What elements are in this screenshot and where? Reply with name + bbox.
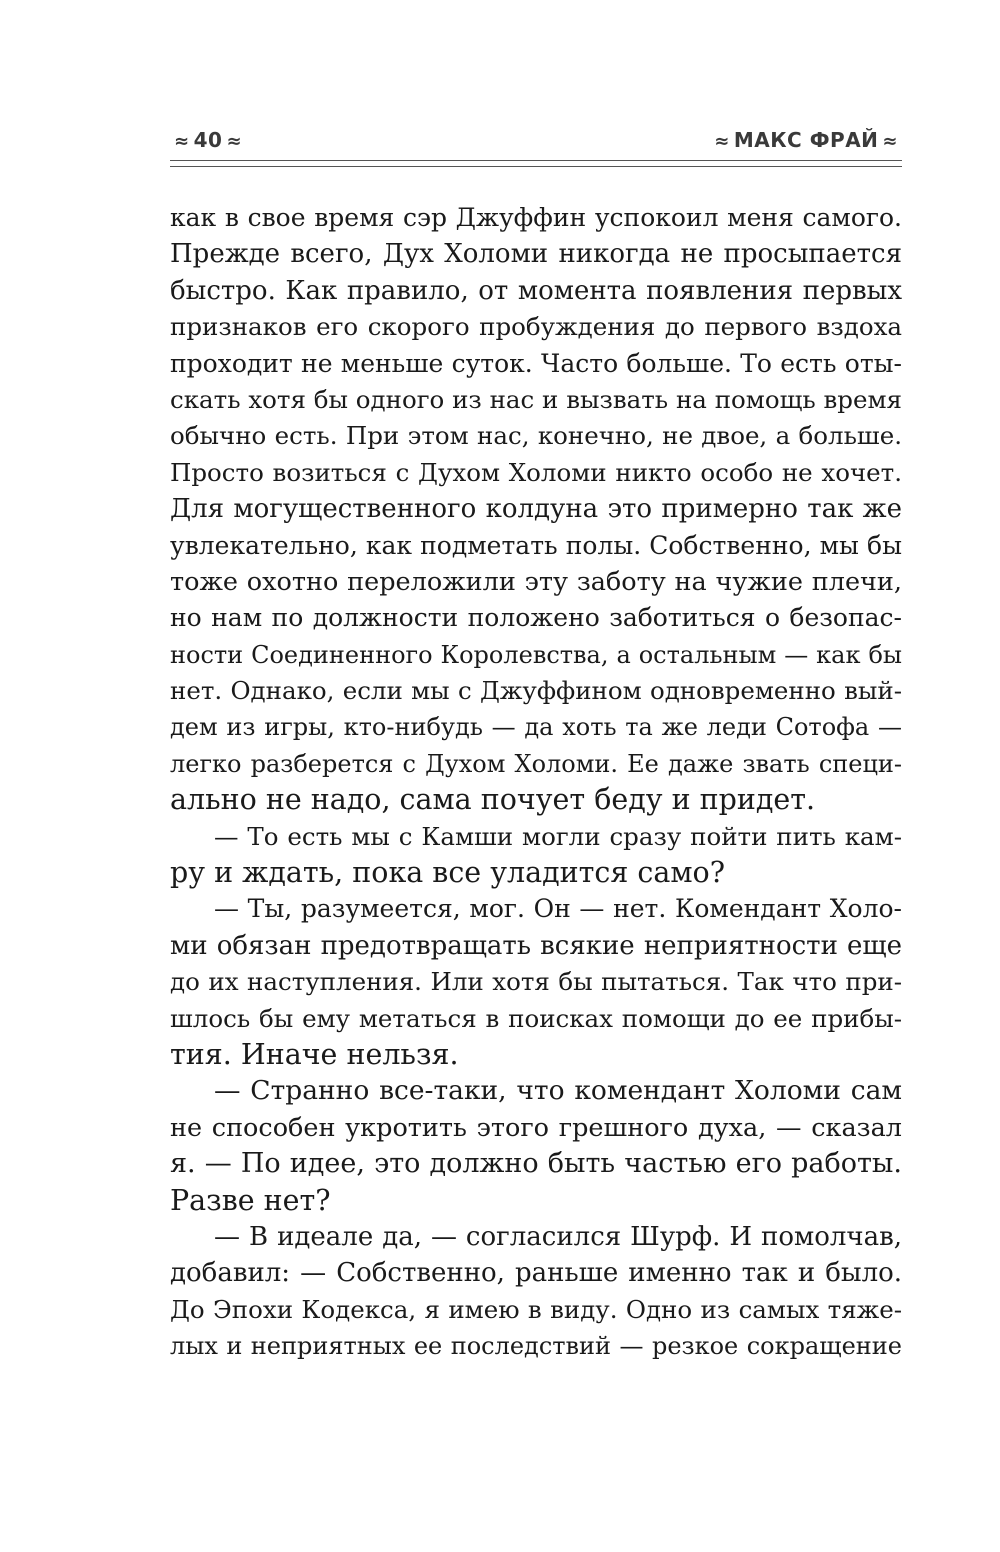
running-head [170, 126, 902, 156]
text-line: ру и ждать, пока все уладится само? [170, 856, 725, 890]
text-line: тоже охотно переложили эту заботу на чужие плечи, [170, 566, 902, 597]
text-line: До Эпохи Кодекса, я имею в виду. Одно из самых тяже- [170, 1294, 902, 1324]
text-line: ности Соединенного Королевства, а остальным — как бы [170, 640, 902, 669]
ornament-left: ≈ [174, 131, 190, 152]
text-line: — Странно все-таки, что комендант Холоми сам [214, 1075, 902, 1107]
text-line: признаков его скорого пробуждения до первого вздоха [170, 312, 902, 342]
text-line: ально не надо, сама почует беду и придет. [170, 783, 816, 817]
text-line: но нам по должности положено заботиться о безопас- [170, 603, 902, 633]
ornament-right: ≈ [882, 131, 898, 152]
ornament-right: ≈ [226, 131, 243, 152]
ornament-left: ≈ [714, 131, 730, 152]
text-line: шлось бы ему метаться в поисках помощи до ее прибы- [170, 1003, 902, 1033]
text-line: Прежде всего, Дух Холоми никогда не просыпается [170, 239, 902, 270]
text-line: лых и неприятных ее последствий — резкое сокращение [170, 1332, 902, 1361]
text-line: я. — По идее, это должно быть частью его работы. [170, 1148, 902, 1180]
body-text [170, 200, 902, 1365]
text-line: нет. Однако, если мы с Джуффином одновременно вый- [170, 676, 902, 706]
text-line: Разве нет? [170, 1183, 331, 1217]
text-line: тия. Иначе нельзя. [170, 1037, 459, 1071]
text-line: — То есть мы с Камши могли сразу пойти пить кам- [214, 821, 902, 851]
text-line: не способен укротить этого грешного духа, — сказал [170, 1112, 902, 1143]
text-line: обычно есть. При этом нас, конечно, не двое, а больше. [170, 421, 902, 451]
author-name-value: МАКС ФРАЙ [733, 128, 879, 152]
text-line: скать хотя бы одного из нас и вызвать на помощь время [170, 384, 902, 414]
text-line: добавил: — Собственно, раньше именно так и было. [170, 1258, 902, 1289]
text-line: проходит не меньше суток. Часто больше. То есть оты- [170, 348, 902, 378]
page-number [170, 128, 246, 152]
text-line: как в свое время сэр Джуффин успокоил меня самого. [170, 203, 902, 232]
header-rule-bottom [170, 166, 902, 167]
header-rule-top [170, 160, 902, 161]
author-name [710, 128, 902, 152]
text-line: Для могущественного колдуна это примерно так же [170, 494, 902, 525]
text-line: — Ты, разумеется, мог. Он — нет. Комендант Холо- [214, 894, 902, 924]
text-line: быстро. Как правило, от момента появления первых [170, 275, 902, 306]
text-line: Просто возиться с Духом Холоми никто особо не хочет. [170, 457, 902, 487]
text-line: увлекательно, как подметать полы. Собственно, мы бы [170, 530, 902, 560]
page-number-value: 40 [193, 128, 223, 152]
text-line: до их наступления. Или хотя бы пытаться. Так что при- [170, 967, 902, 997]
text-line: — В идеале да, — согласился Шурф. И помолчав, [214, 1221, 902, 1252]
text-line: ми обязан предотвращать всякие неприятности еще [170, 930, 902, 961]
text-line: легко разберется с Духом Холоми. Ее даже звать специ- [170, 749, 902, 778]
text-line: дем из игры, кто-нибудь — да хоть та же леди Сотофа — [170, 713, 902, 742]
